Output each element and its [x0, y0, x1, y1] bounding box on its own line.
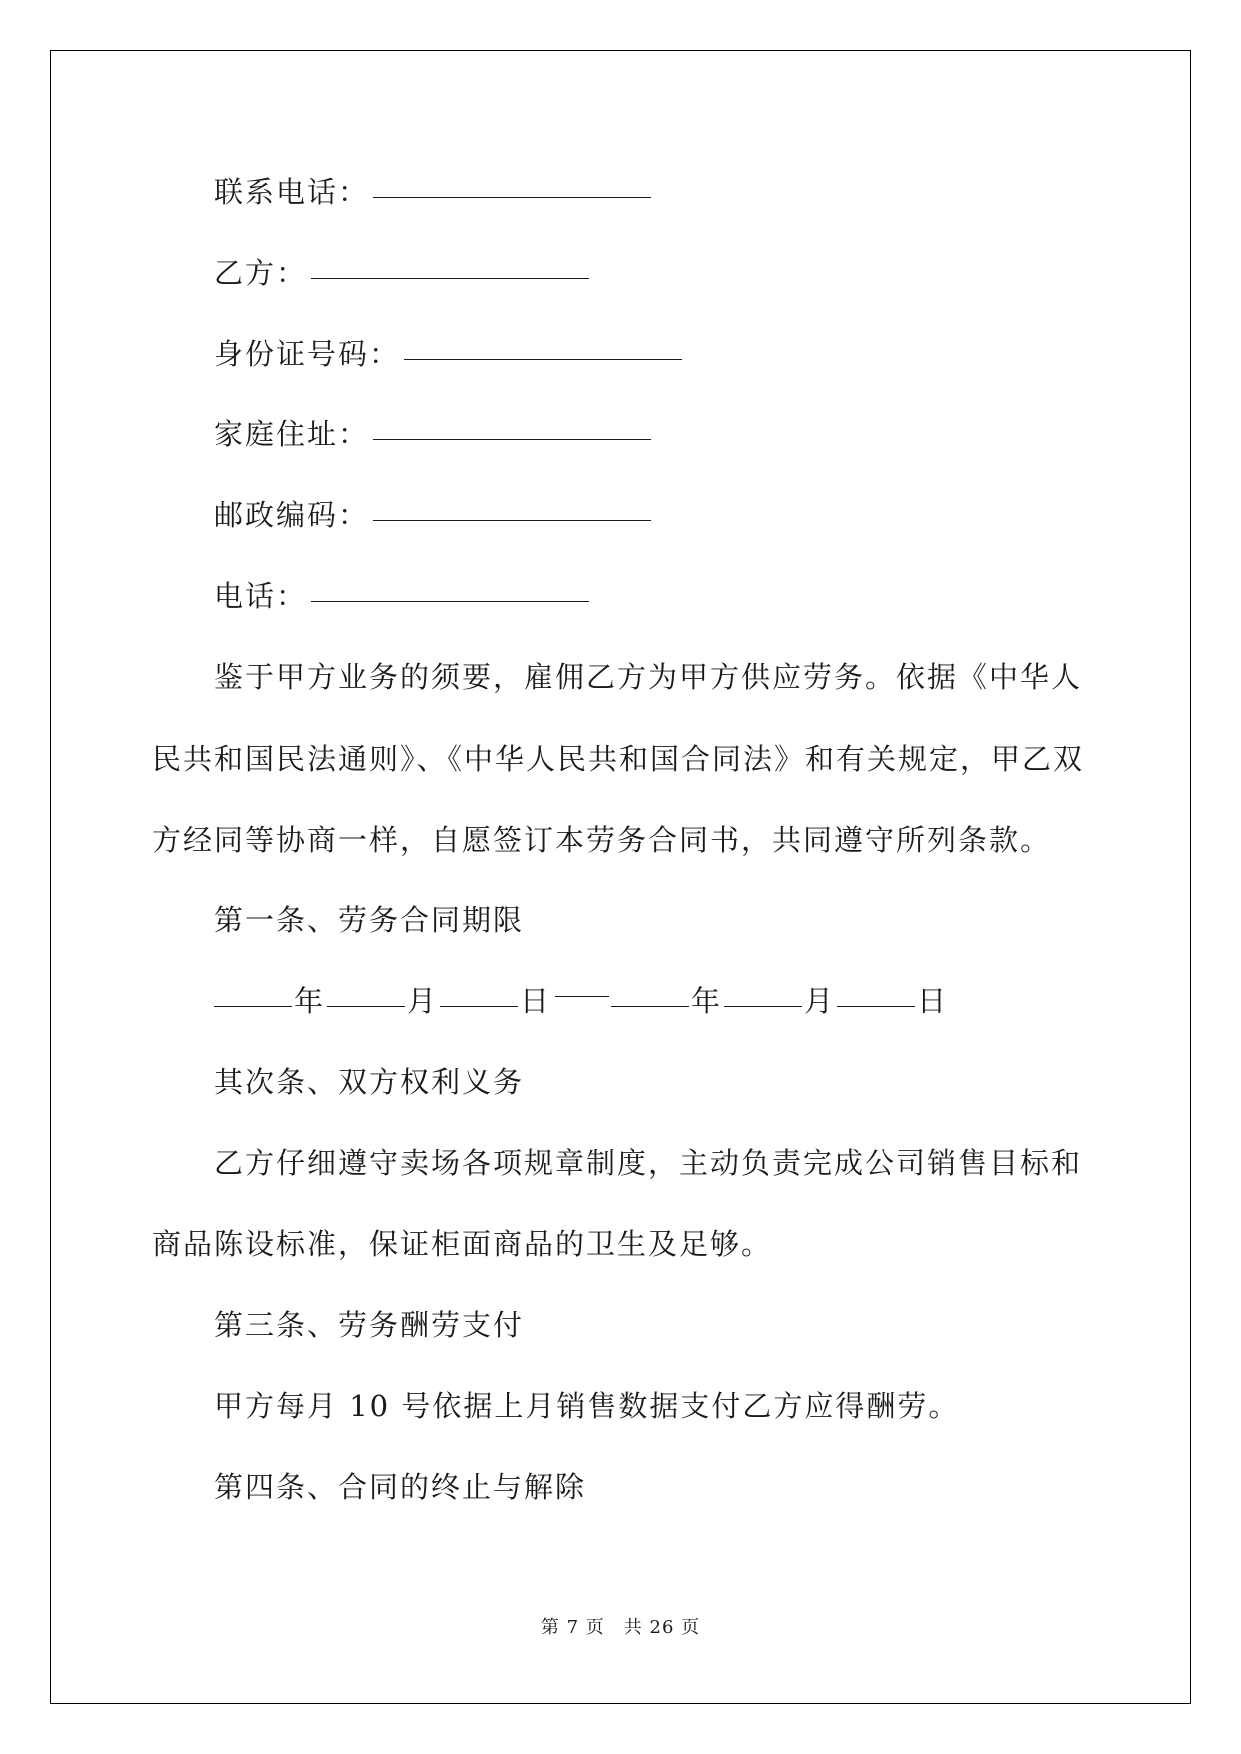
fill-blank-month [724, 1006, 802, 1007]
page-border [50, 50, 1191, 1704]
field-label: 身份证号码： [214, 337, 401, 371]
fill-blank [373, 197, 651, 198]
field-label: 邮政编码： [214, 498, 370, 532]
article-title: 第四条、合同的终止与解除 [214, 1470, 587, 1504]
field-id-number [214, 337, 682, 371]
fill-blank [311, 278, 589, 279]
date-unit-day: 日 [520, 984, 552, 1018]
field-party-b [214, 256, 589, 290]
date-unit-day: 日 [917, 984, 949, 1018]
paragraph-line: 方经同等协商一样，自愿签订本劳务合同书，共同遵守所列条款。 [152, 823, 1052, 857]
field-phone [214, 579, 589, 613]
paragraph-line: 甲方每月 10 号依据上月销售数据支付乙方应得酬劳。 [214, 1389, 960, 1423]
contract-period-dates [214, 984, 950, 1018]
date-unit-month: 月 [804, 984, 836, 1018]
fill-blank [373, 520, 651, 521]
field-label: 电话： [214, 579, 308, 613]
article-title: 其次条、双方权利义务 [214, 1065, 525, 1099]
field-label: 乙方： [214, 256, 308, 290]
paragraph-line: 乙方仔细遵守卖场各项规章制度，主动负责完成公司销售目标和 [214, 1146, 1083, 1180]
field-label: 联系电话： [214, 175, 370, 209]
field-home-address [214, 417, 651, 451]
fill-blank-month [327, 1006, 405, 1007]
paragraph-line: 民共和国民法通则》、《中华人民共和国合同法》和有关规定，甲乙双 [152, 742, 1085, 776]
paragraph-line: 商品陈设标准，保证柜面商品的卫生及足够。 [152, 1227, 773, 1261]
article-title: 第一条、劳务合同期限 [214, 903, 525, 937]
fill-blank [373, 439, 651, 440]
date-unit-month: 月 [407, 984, 439, 1018]
field-postal-code [214, 498, 651, 532]
fill-blank [311, 601, 589, 602]
fill-blank [404, 359, 682, 360]
fill-blank-day [837, 1006, 915, 1007]
field-contact-phone [214, 175, 651, 209]
fill-blank-day [440, 1006, 518, 1007]
date-unit-year: 年 [691, 984, 723, 1018]
date-unit-year: 年 [294, 984, 326, 1018]
field-label: 家庭住址： [214, 417, 370, 451]
fill-blank-year [214, 1006, 292, 1007]
article-title: 第三条、劳务酬劳支付 [214, 1308, 525, 1342]
date-range-dash [555, 996, 609, 997]
paragraph-line: 鉴于甲方业务的须要，雇佣乙方为甲方供应劳务。依据《中华人 [214, 660, 1083, 694]
fill-blank-year [611, 1006, 689, 1007]
page-number: 第 7 页 共 26 页 [540, 1617, 701, 1638]
